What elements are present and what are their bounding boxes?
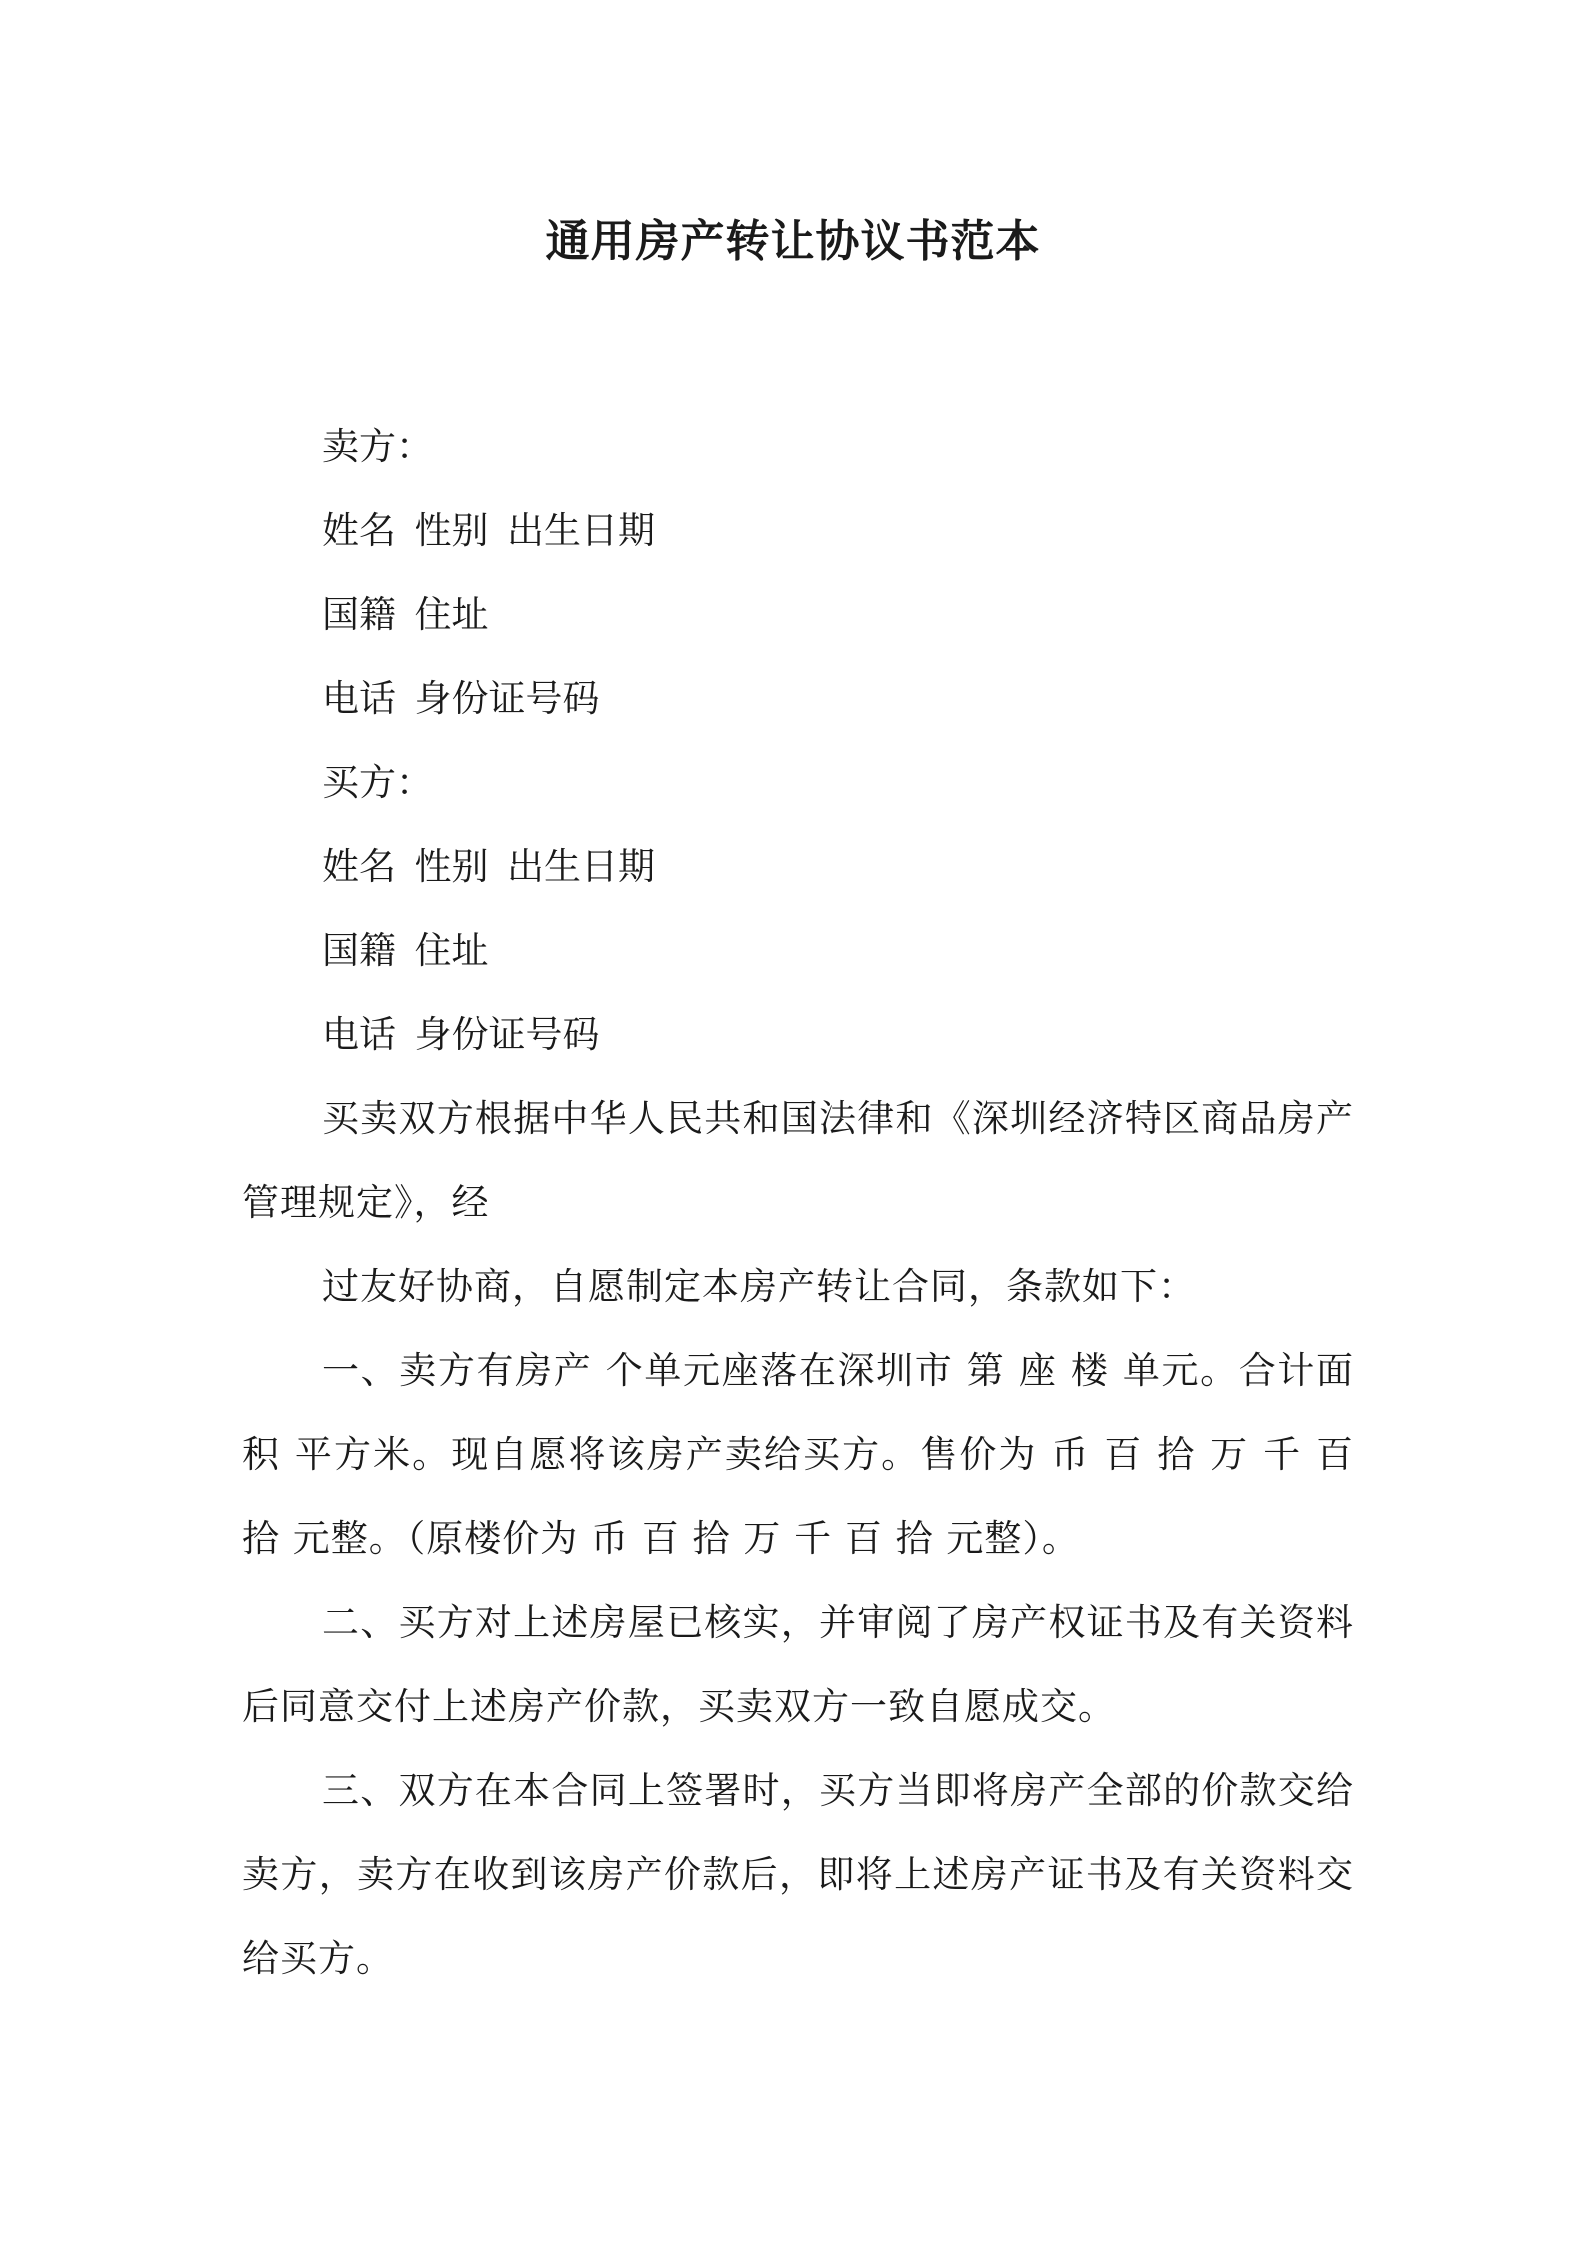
paragraph-intro-continued: 过友好协商，自愿制定本房产转让合同，条款如下： [322, 1265, 1196, 1308]
seller-heading: 卖方： [322, 425, 433, 468]
seller-birthdate-label: 出生日期 [507, 509, 655, 552]
buyer-row-2 [242, 909, 1354, 993]
buyer-row-3 [242, 993, 1354, 1077]
clause-3: 三、双方在本合同上签署时，买方当即将房产全部的价款交给卖方，卖方在收到该房产价款后，即将上述房产证书及有关资料交给买方。 [242, 1769, 1354, 1980]
seller-gender-label: 性别 [414, 509, 489, 552]
seller-row-1 [242, 489, 1354, 573]
document-body [242, 405, 1354, 2001]
seller-nationality-label: 国籍 [322, 593, 396, 636]
seller-phone-label: 电话 [322, 677, 396, 720]
buyer-nationality-label: 国籍 [322, 929, 396, 972]
clause-1: 一、卖方有房产 个单元座落在深圳市 第 座 楼 单元。合计面积 平方米。现自愿将该房产卖给买方。售价为 币 百 拾 万 千 百 拾 元整。（原楼价为 币 百 拾 万 千 百 拾 元整）。 [242, 1349, 1354, 1560]
buyer-phone-label: 电话 [322, 1013, 396, 1056]
seller-id-label: 身份证号码 [414, 677, 600, 720]
buyer-heading: 买方： [322, 761, 433, 804]
buyer-name-label: 姓名 [322, 845, 396, 888]
buyer-id-label: 身份证号码 [414, 1013, 600, 1056]
seller-name-label: 姓名 [322, 509, 396, 552]
seller-row-3 [242, 657, 1354, 741]
buyer-address-label: 住址 [414, 929, 489, 972]
paragraph-intro: 买卖双方根据中华人民共和国法律和《深圳经济特区商品房产管理规定》，经 [242, 1097, 1354, 1224]
seller-address-label: 住址 [414, 593, 489, 636]
buyer-gender-label: 性别 [414, 845, 489, 888]
buyer-row-1 [242, 825, 1354, 909]
clause-2: 二、买方对上述房屋已核实，并审阅了房产权证书及有关资料后同意交付上述房产价款，买卖双方一致自愿成交。 [242, 1601, 1354, 1728]
page-title: 通用房产转让协议书范本 [545, 216, 1041, 267]
seller-row-2 [242, 573, 1354, 657]
buyer-birthdate-label: 出生日期 [507, 845, 655, 888]
